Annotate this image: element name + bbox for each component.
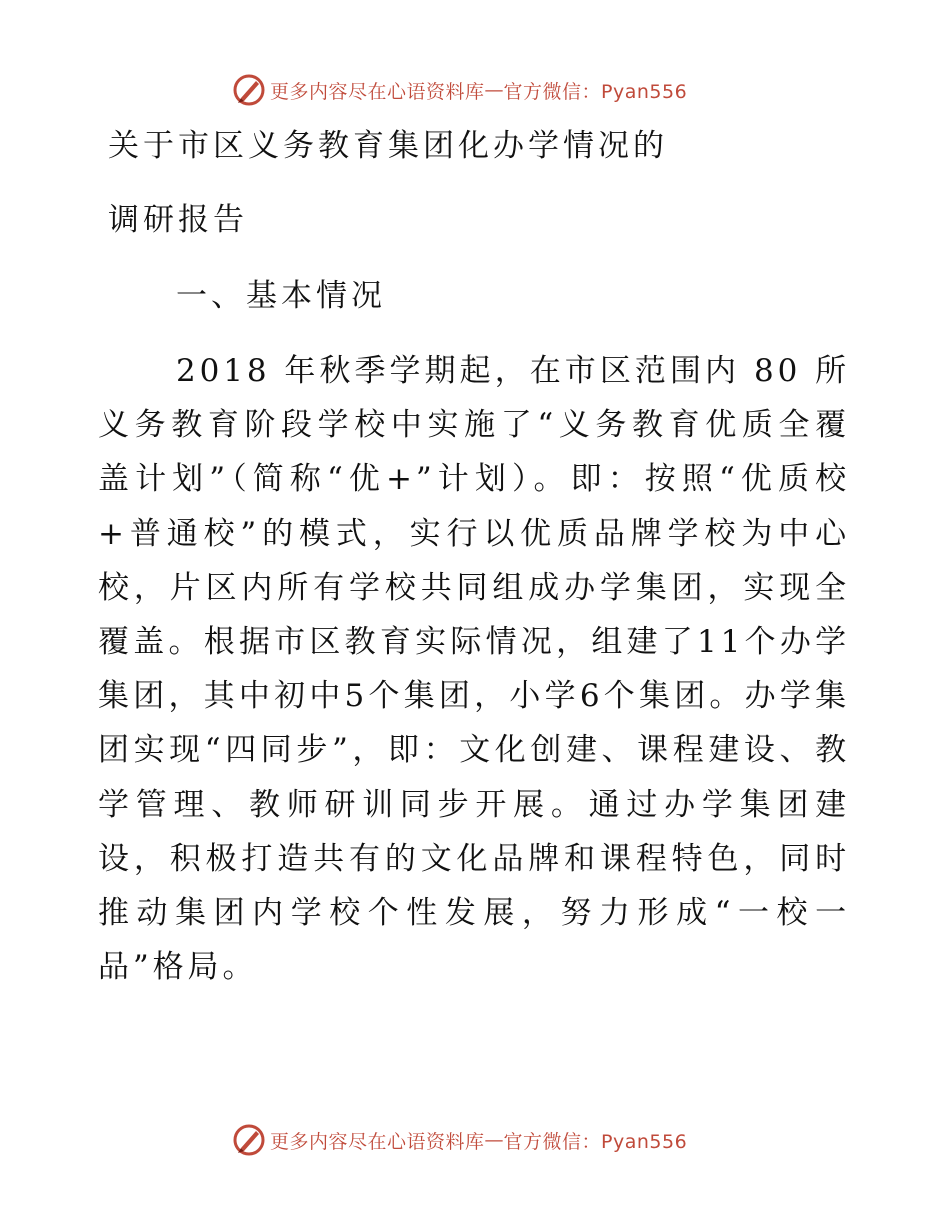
watermark-text: 更多内容尽在心语资料库 [270,80,485,103]
body-paragraph: 2018 年秋季学期起，在市区范围内 80 所义务教育阶段学校中实施了“义务教育优质全覆盖计划”（简称“优+”计划）。即：按照“优质校+普通校”的模式，实行以优质品牌学校为中心校，片区内所有学校共同组成办学集团，实现全覆盖。根据市区教育实际情况，组建了11个办学集团，其中初中5个集团，小学6个集团。办学集团实现“四同步”，即：文化创建、课程建设、教学管理、教师研训同步开展。通过办学集团建设，积极打造共有的文化品牌和课程特色，同时推动集团内学校个性发展，努力形成“一校一品”格局。 [98,353,850,986]
footer-watermark [232,1122,687,1158]
watermark-text: 更多内容尽在心语资料库 [270,1130,485,1153]
document-title-line1: 关于市区义务教育集团化办学情况的 [108,128,668,164]
header-watermark [232,72,687,108]
document-title-line2: 调研报告 [108,202,248,238]
pen-logo-icon [232,1123,266,1157]
watermark-dash: — [484,79,504,101]
watermark-wechat: 官方微信：Pyan556 [503,80,688,103]
watermark-wechat: 官方微信：Pyan556 [503,1130,688,1153]
section-heading: 一、基本情况 [176,278,386,314]
pen-logo-icon [232,73,266,107]
watermark-dash: — [484,1129,504,1151]
